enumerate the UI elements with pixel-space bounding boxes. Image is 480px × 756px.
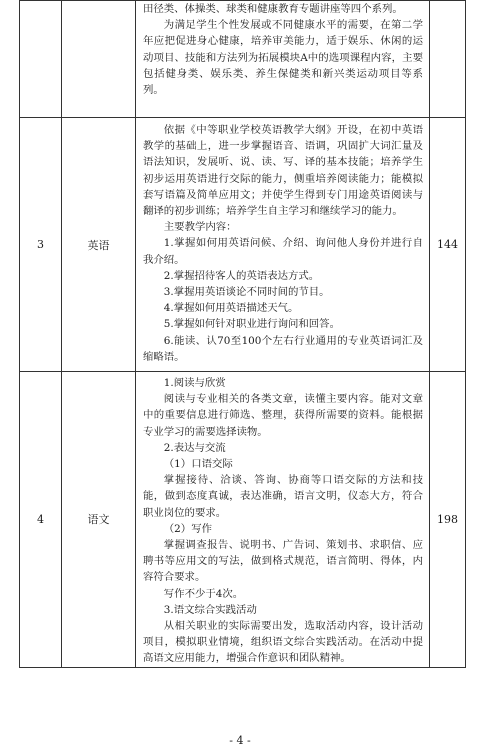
content-paragraph: 主要教学内容： [163,221,237,234]
content-paragraph: 5.掌握如何针对职业进行询问和回答。 [163,318,340,331]
content-paragraph: 1.掌握如何用英语问候、介绍、询问他人身份并进行自我介绍。 [143,237,423,266]
subject-cell [62,1,136,118]
row-number-cell [20,1,62,118]
row-number-cell: 3 [20,118,62,372]
hours-cell: 198 [430,372,466,668]
table-row [20,118,466,372]
content-paragraph: 依据《中等职业学校英语教学大纲》开设，在初中英语教学的基础上，进一步掌握语音、语调，巩固扩大词汇量及语法知识，发展听、说、读、写、译的基本技能；培养学生初步运用英语进行交际的能力，侧重培养阅读能力；能模拟套写语篇及简单应用文；并使学生得到专门用途英语阅读与翻译的初步训练；培养学生自主学习和继续学习的能力。 [143,124,423,218]
content-paragraph: 4.掌握如何用英语描述天气。 [163,302,299,315]
table-row [20,372,466,668]
curriculum-table [19,0,466,668]
subject-cell: 英语 [62,118,136,372]
content-paragraph: 3.掌握用英语谈论不同时间的节目。 [163,286,330,299]
content-paragraph: （1）口语交际 [163,458,233,471]
content-paragraph: 掌握接待、洽谈、答询、协商等口语交际的方法和技能，做到态度真诚，表达准确，语言文明，仪态大方，符合职业岗位的要求。 [143,474,423,519]
content-paragraph: 2.表达与交流 [163,441,226,454]
content-paragraph: 从相关职业的实际需要出发，选取活动内容，设计活动项目，模拟职业情境，组织语文综合实践活动。在活动中提高语文应用能力，增强合作意识和团队精神。 [143,620,423,665]
content-paragraph: 掌握调查报告、说明书、广告词、策划书、求职信、应聘书等应用文的写法，做到格式规范，语言简明、得体，内容符合要求。 [143,539,423,584]
content-paragraph: 写作不少于4次。 [163,587,244,600]
content-paragraph: 3.语文综合实践活动 [163,603,257,616]
content-paragraph: 2.掌握招待客人的英语表达方式。 [163,269,320,282]
table-row [20,1,466,118]
hours-cell [430,1,466,118]
page-number: - 4 - [229,734,251,747]
content-paragraph: 1.阅读与欣赏 [163,377,226,389]
content-paragraph: 为满足学生个性发展或不同健康水平的需要，在第二学年应把促进身心健康，培养审美能力，适于娱乐、休闲的运动项目、技能和方法列为拓展模块A中的选项课程内容，主要包括健身类、娱乐类、养生保健类和新兴类运动项目等系列。 [143,19,423,97]
hours-cell: 144 [430,118,466,372]
content-paragraph: 6.能读、认70至100个左右行业通用的专业英语词汇及缩略语。 [143,334,423,363]
content-paragraph: 田径类、体操类、球类和健康教育专题讲座等四个系列。 [143,3,403,15]
content-cell [136,372,430,668]
content-paragraph: 阅读与专业相关的各类文章，读懂主要内容。能对文章中的重要信息进行筛选、整理，获得所需要的资料。能根据专业学习的需要选择读物。 [143,393,423,438]
row-number-cell: 4 [20,372,62,668]
content-cell [136,118,430,372]
content-cell [136,1,430,118]
content-paragraph: （2）写作 [163,522,212,535]
subject-cell: 语文 [62,372,136,668]
